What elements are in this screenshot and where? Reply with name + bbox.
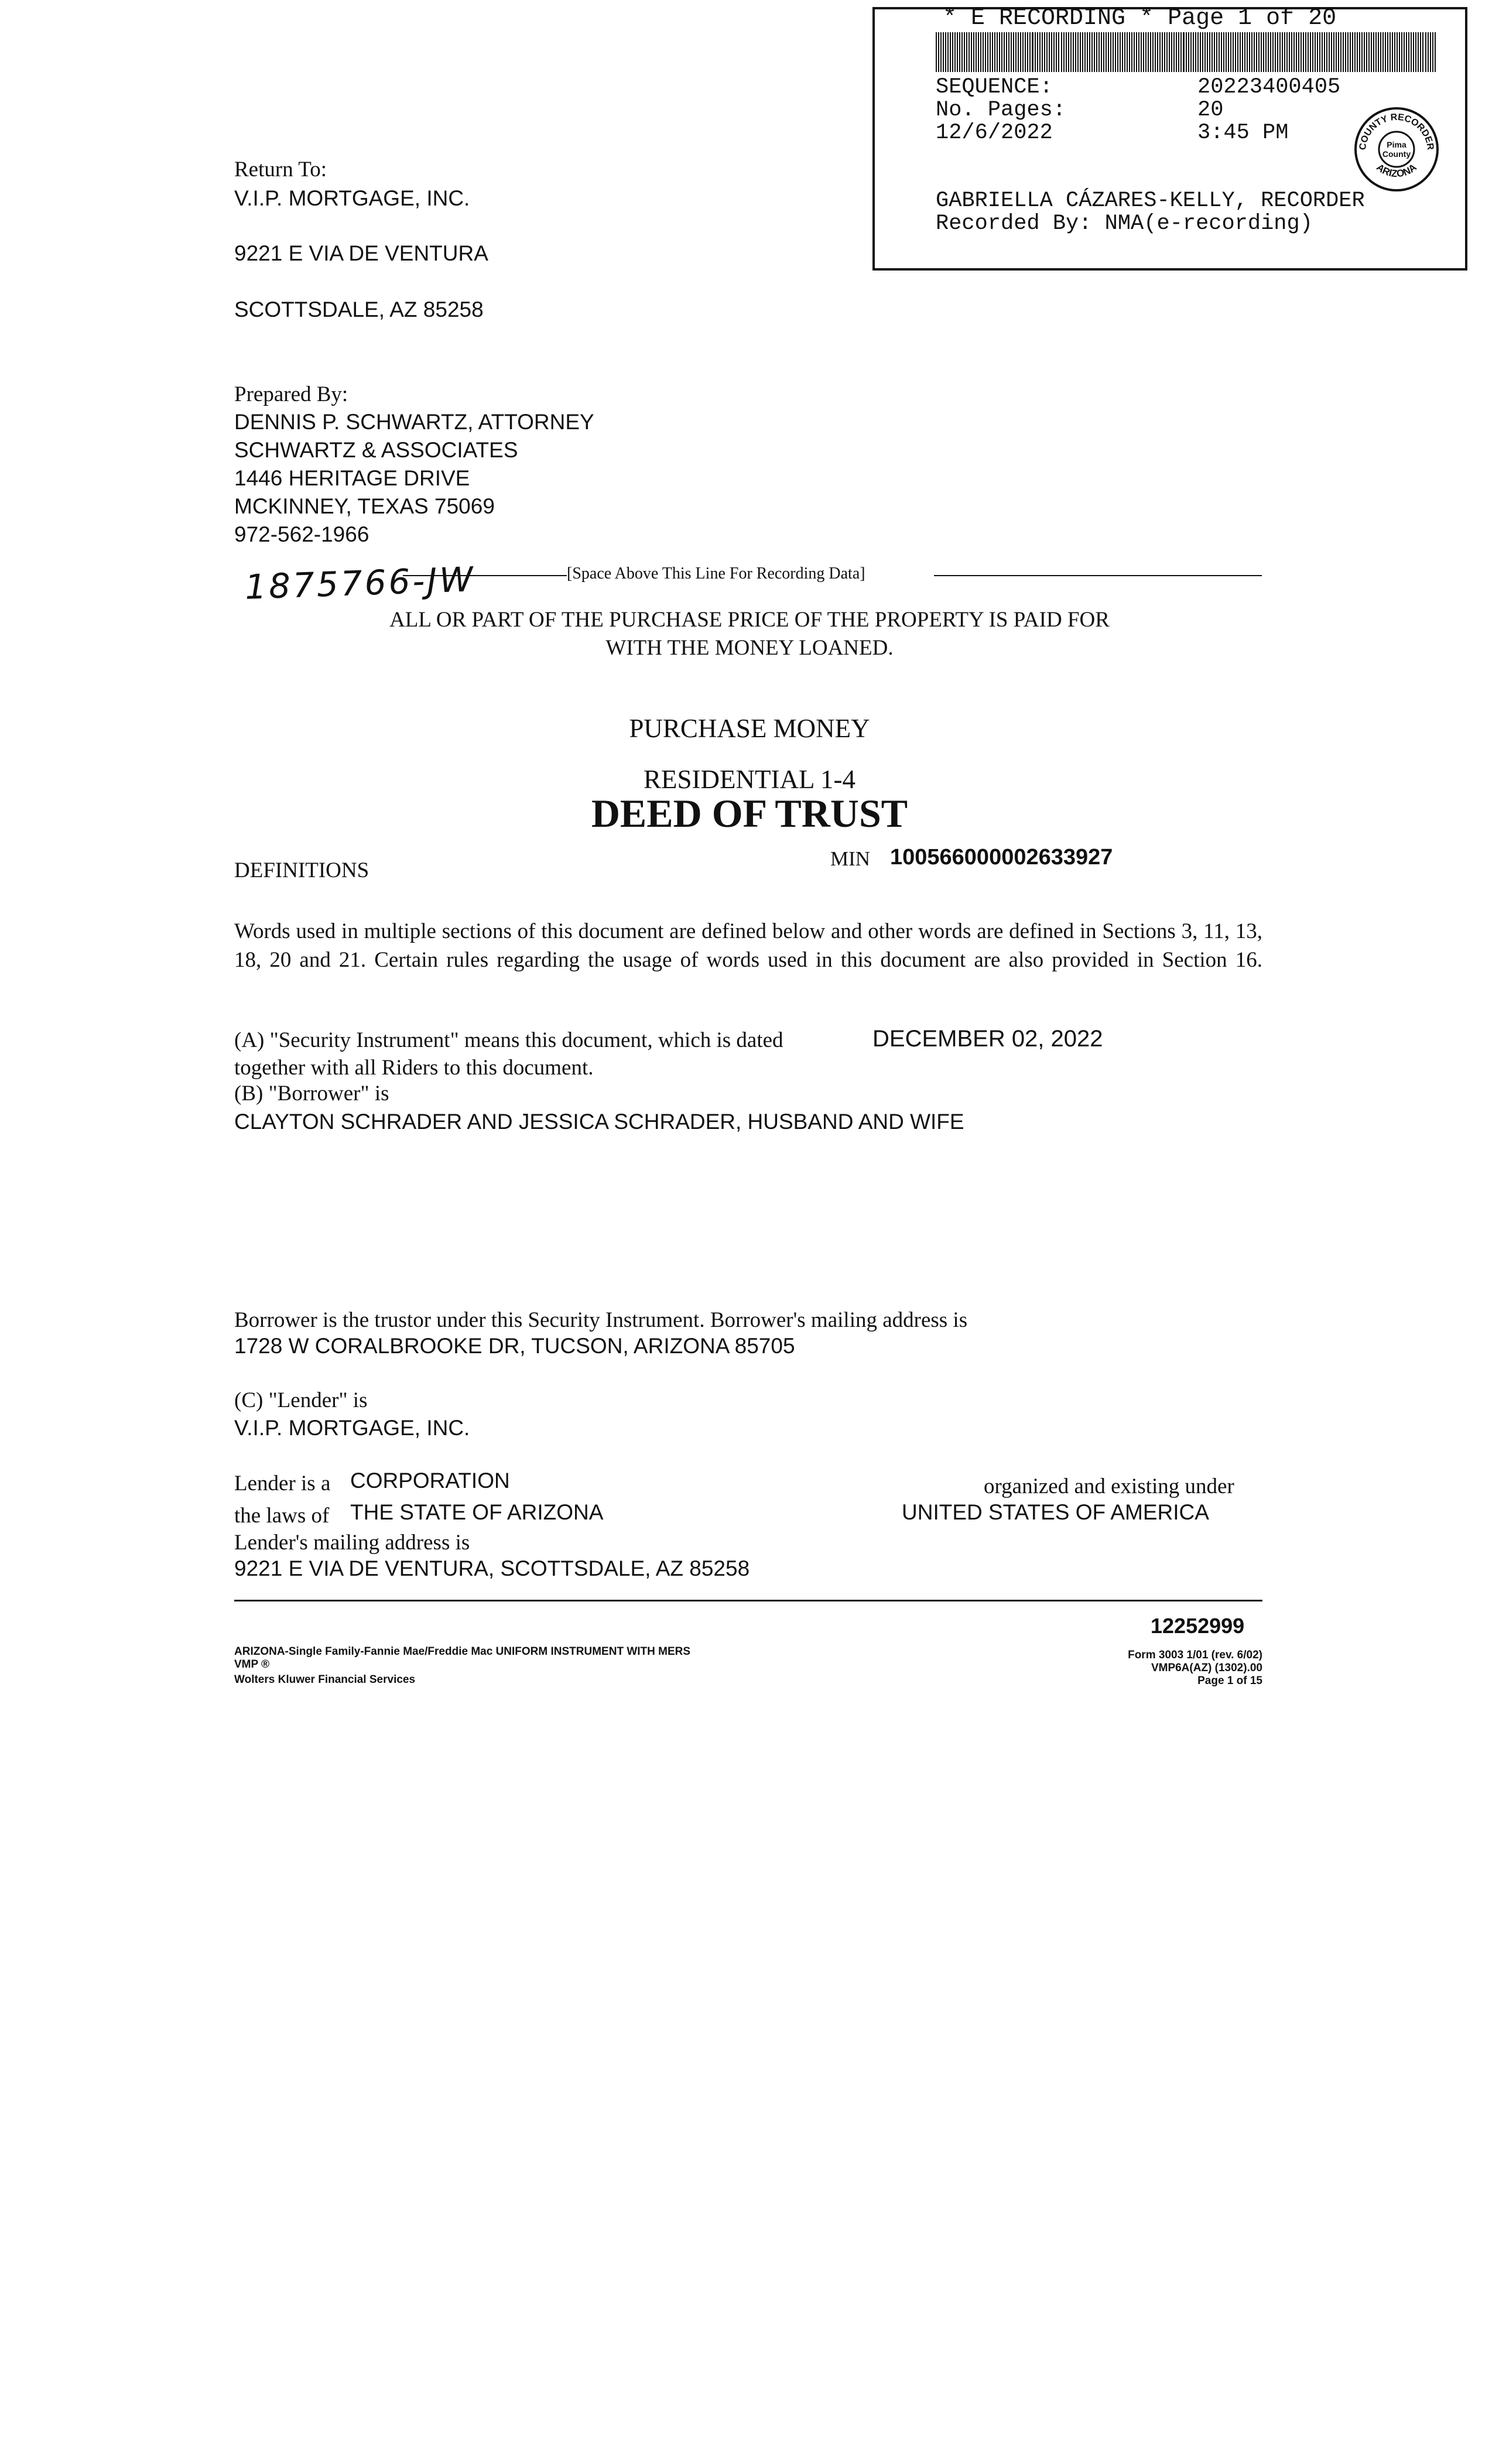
footer-form-number: Form 3003 1/01 (rev. 6/02)	[1128, 1649, 1262, 1661]
borrower-trustor-text: Borrower is the trustor under this Security Instrument. Borrower's mailing address is	[234, 1308, 968, 1332]
lender-laws-label: the laws of	[234, 1504, 330, 1528]
recorded-by: Recorded By: NMA(e-recording)	[936, 211, 1313, 236]
recording-space-rule-right	[934, 575, 1262, 576]
prepared-by-line4: MCKINNEY, TEXAS 75069	[234, 494, 495, 518]
min-value: 100566000002633927	[890, 845, 1113, 870]
seal-mid2-text: County	[1382, 149, 1411, 159]
seal-top-text: COUNTY RECORDER	[1357, 112, 1436, 151]
pages-value: 20	[1197, 98, 1224, 122]
security-instrument-date: DECEMBER 02, 2022	[872, 1026, 1103, 1052]
return-to-street: 9221 E VIA DE VENTURA	[234, 241, 488, 265]
section-b-text: (B) "Borrower" is	[234, 1082, 389, 1106]
barcode-image	[936, 32, 1436, 72]
handwritten-reference: 1875766-JW	[244, 559, 476, 607]
footer-page-number: Page 1 of 15	[1197, 1675, 1262, 1687]
lender-mailing-label: Lender's mailing address is	[234, 1531, 470, 1555]
return-to-label: Return To:	[234, 158, 327, 182]
lender-organized-text: organized and existing under	[984, 1474, 1234, 1498]
footer-vmp-mark: VMP ®	[234, 1658, 270, 1671]
definitions-heading: DEFINITIONS	[234, 858, 369, 882]
lender-mailing-address: 9221 E VIA DE VENTURA, SCOTTSDALE, AZ 85258	[234, 1556, 750, 1580]
footer-form-name: ARIZONA-Single Family-Fannie Mae/Freddie Mac UNIFORM INSTRUMENT WITH MERS	[234, 1645, 691, 1658]
purchase-money-heading: PURCHASE MONEY	[629, 714, 870, 743]
return-to-name: V.I.P. MORTGAGE, INC.	[234, 186, 470, 210]
prepared-by-label: Prepared By:	[234, 382, 348, 406]
purchase-price-notice-line1: ALL OR PART OF THE PURCHASE PRICE OF THE PROPERTY IS PAID FOR	[389, 608, 1110, 632]
county-recorder-seal-icon	[1353, 105, 1440, 193]
recorder-name: GABRIELLA CÁZARES-KELLY, RECORDER	[936, 189, 1365, 213]
section-a-text: (A) "Security Instrument" means this document, which is dated	[234, 1028, 783, 1052]
recording-date: 12/6/2022	[936, 121, 1053, 145]
prepared-by-line5: 972-562-1966	[234, 522, 369, 546]
prepared-by-line3: 1446 HERITAGE DRIVE	[234, 466, 470, 490]
prepared-by-line2: SCHWARTZ & ASSOCIATES	[234, 438, 518, 462]
svg-text:ARIZONA	[1374, 162, 1419, 179]
prepared-by-line1: DENNIS P. SCHWARTZ, ATTORNEY	[234, 410, 594, 434]
residential-heading: RESIDENTIAL 1-4	[643, 765, 856, 794]
footer-rule	[234, 1600, 1262, 1601]
borrower-names: CLAYTON SCHRADER AND JESSICA SCHRADER, HUSBAND AND WIFE	[234, 1110, 964, 1134]
lender-country: UNITED STATES OF AMERICA	[902, 1500, 1209, 1524]
lender-name: V.I.P. MORTGAGE, INC.	[234, 1416, 470, 1440]
seal-mid1-text: Pima	[1387, 140, 1406, 149]
lender-is-label: Lender is a	[234, 1471, 331, 1495]
lender-entity-type: CORPORATION	[350, 1469, 510, 1493]
footer-publisher: Wolters Kluwer Financial Services	[234, 1674, 416, 1686]
lender-state: THE STATE OF ARIZONA	[350, 1500, 604, 1524]
borrower-mailing-address: 1728 W CORALBROOKE DR, TUCSON, ARIZONA 85705	[234, 1334, 795, 1358]
sequence-value: 20223400405	[1197, 75, 1341, 100]
document-title: DEED OF TRUST	[591, 791, 908, 836]
return-to-city: SCOTTSDALE, AZ 85258	[234, 297, 484, 321]
footer-vmp-code: VMP6A(AZ) (1302).00	[1151, 1662, 1262, 1674]
seal-bottom-text: ARIZONA	[1374, 162, 1419, 180]
loan-number: 12252999	[1151, 1614, 1245, 1638]
section-c-text: (C) "Lender" is	[234, 1388, 368, 1412]
sequence-label: SEQUENCE:	[936, 75, 1053, 100]
purchase-price-notice-line2: WITH THE MONEY LOANED.	[605, 636, 894, 660]
min-label: MIN	[830, 847, 871, 870]
section-a-riders: together with all Riders to this document.	[234, 1056, 594, 1080]
definitions-intro-paragraph: Words used in multiple sections of this document are defined below and other words are defined in Sections 3, 11, 13, 18, 20 and 21. Certain rules regarding the usage of words used in this document are also provided in Section 16.	[234, 919, 1262, 972]
recording-time: 3:45 PM	[1197, 121, 1289, 145]
recording-header: * E RECORDING * Page 1 of 20	[943, 5, 1337, 32]
pages-label: No. Pages:	[936, 98, 1066, 122]
recording-space-label: [Space Above This Line For Recording Data]	[567, 564, 865, 583]
